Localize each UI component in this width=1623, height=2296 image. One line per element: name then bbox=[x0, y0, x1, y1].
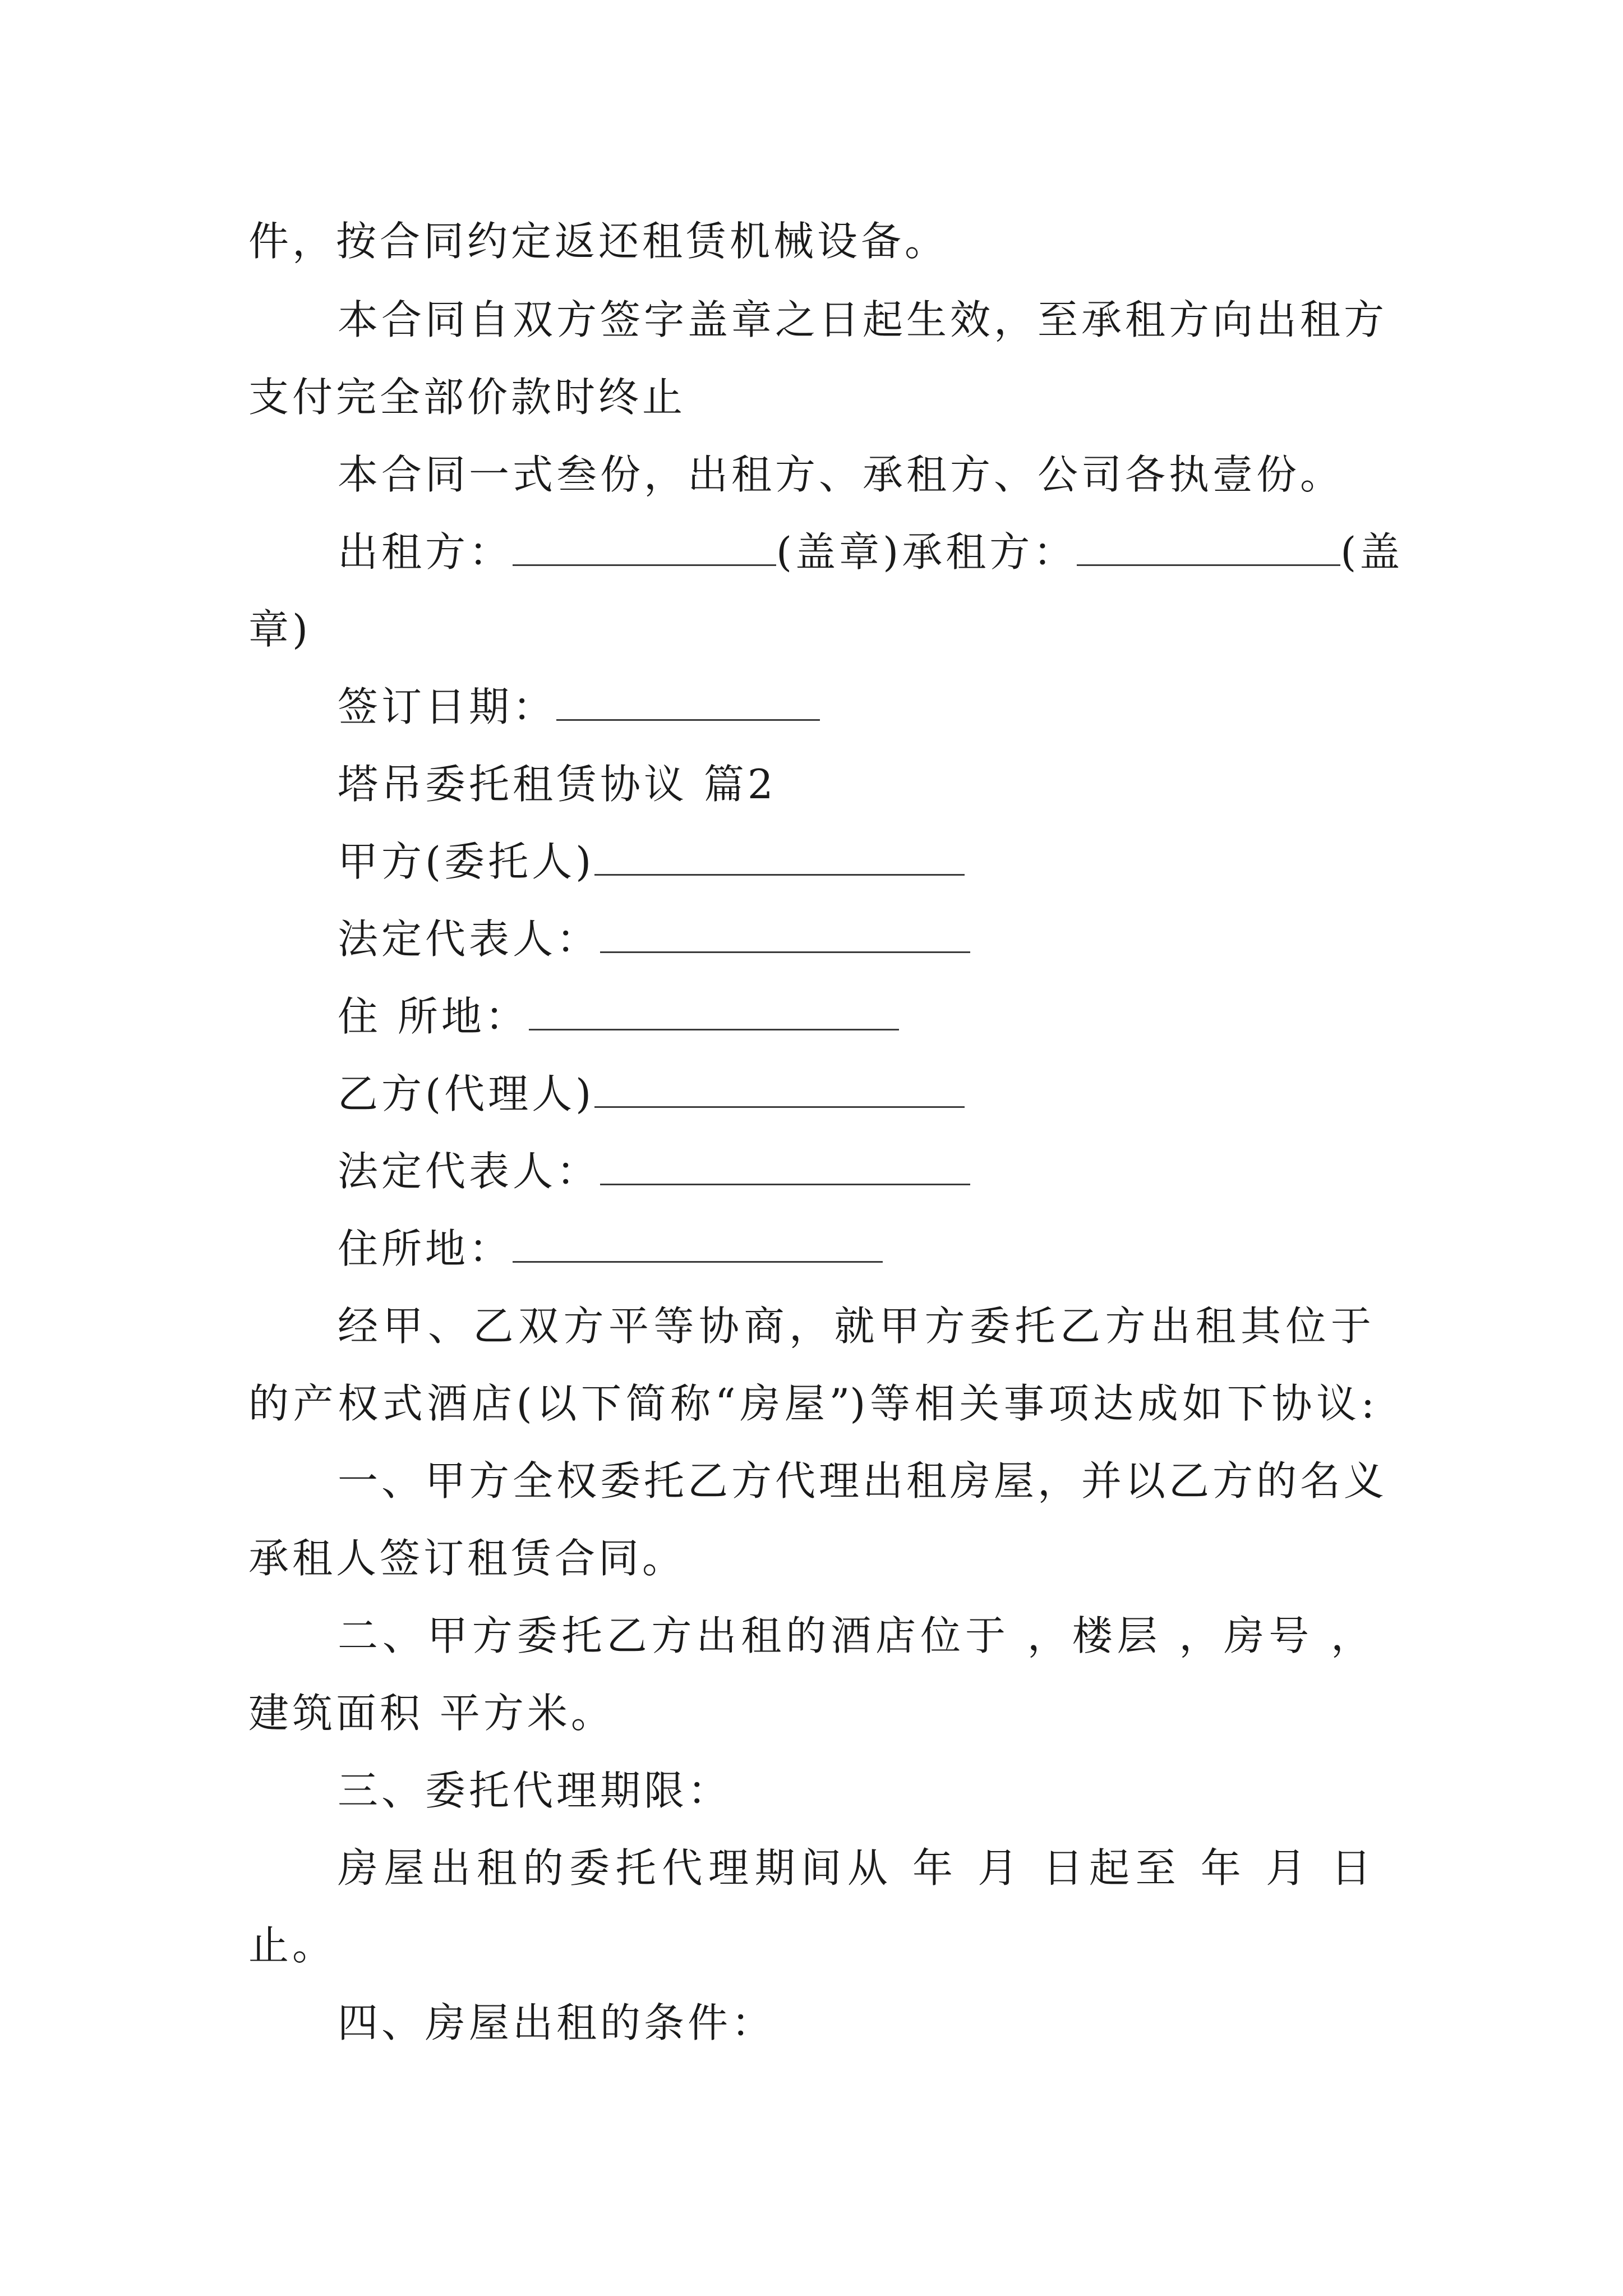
party-b-rep-blank bbox=[600, 1151, 970, 1185]
seal-label: (盖 bbox=[1340, 528, 1404, 576]
sign-date-line bbox=[338, 679, 820, 735]
party-a-line bbox=[338, 834, 965, 890]
party-b-line bbox=[338, 1066, 965, 1122]
sign-date-blank bbox=[556, 687, 820, 721]
party-b-rep-label: 法定代表人： bbox=[338, 1148, 601, 1195]
paragraph-line: 章) bbox=[248, 606, 312, 653]
paragraph-line: 件，按合同约定返还租赁机械设备。 bbox=[248, 218, 949, 265]
paragraph-line: 经甲、乙双方平等协商，就甲方委托乙方出租其位于 bbox=[338, 1303, 1375, 1350]
sign-date-label: 签订日期： bbox=[338, 683, 557, 730]
party-a-address-blank bbox=[529, 996, 899, 1030]
party-b-address-blank bbox=[513, 1228, 883, 1263]
lessee-label: (盖章)承租方： bbox=[776, 528, 1077, 576]
party-a-label: 甲方(委托人) bbox=[338, 838, 595, 885]
party-a-address-label: 住 所地： bbox=[338, 993, 529, 1040]
paragraph-line: 承租人签订租赁合同。 bbox=[248, 1535, 686, 1582]
paragraph-line: 止。 bbox=[248, 1922, 336, 1969]
lessor-blank bbox=[513, 532, 776, 566]
lessor-label: 出租方： bbox=[338, 528, 513, 576]
party-a-rep-blank bbox=[600, 919, 970, 953]
paragraph-line: 支付完全部价款时终止 bbox=[248, 374, 686, 421]
signature-line bbox=[338, 524, 1403, 580]
section-title: 塔吊委托租赁协议 篇2 bbox=[338, 761, 777, 808]
paragraph-line: 三、委托代理期限： bbox=[338, 1767, 732, 1814]
party-b-address-line bbox=[338, 1221, 883, 1277]
party-a-blank bbox=[594, 841, 965, 876]
paragraph-line: 的产权式酒店(以下简称“房屋”)等相关事项达成如下协议: bbox=[248, 1380, 1375, 1427]
lessee-blank bbox=[1077, 532, 1340, 566]
party-b-rep-line bbox=[338, 1143, 970, 1199]
party-a-address-line bbox=[338, 988, 899, 1045]
paragraph-line: 本合同自双方签字盖章之日起生效，至承租方向出租方 bbox=[338, 296, 1388, 343]
party-a-rep-line bbox=[338, 911, 970, 967]
party-b-blank bbox=[594, 1074, 965, 1108]
paragraph-line: 本合同一式叁份，出租方、承租方、公司各执壹份。 bbox=[338, 451, 1344, 498]
paragraph-line: 房屋出租的委托代理期间从 年 月 日起至 年 月 日 bbox=[338, 1844, 1375, 1892]
paragraph-line: 四、房屋出租的条件： bbox=[338, 1999, 776, 2046]
paragraph-line: 建筑面积 平方米。 bbox=[248, 1690, 615, 1737]
party-b-address-label: 住所地： bbox=[338, 1225, 513, 1272]
party-a-rep-label: 法定代表人： bbox=[338, 915, 601, 963]
party-b-label: 乙方(代理人) bbox=[338, 1070, 595, 1117]
paragraph-line: 二、甲方委托乙方出租的酒店位于 ，楼层 ，房号 ， bbox=[338, 1612, 1375, 1659]
paragraph-line: 一、甲方全权委托乙方代理出租房屋，并以乙方的名义 bbox=[338, 1457, 1388, 1504]
